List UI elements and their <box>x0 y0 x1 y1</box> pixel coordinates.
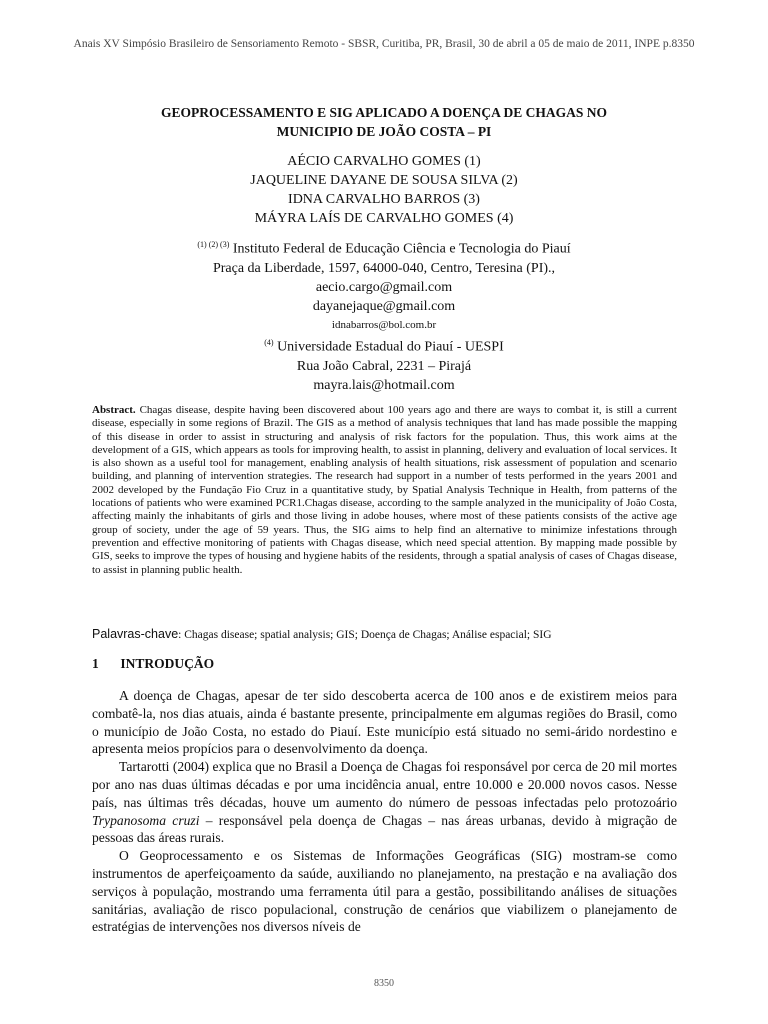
email-dayane[interactable]: dayanejaque@gmail.com <box>312 298 456 314</box>
keywords: Palavras-chave: Chagas disease; spatial analysis; GIS; Doença de Chagas; Análise espacial; SIG <box>92 627 552 641</box>
author-3: IDNA CARVALHO BARROS (3) <box>288 192 480 207</box>
paragraph-2-start: Tartarotti (2004) explica que no Brasil a Doença de Chagas foi responsável por cerca de 20 mil mortes por ano nas duas últimas décadas e por uma incidência anual, entre 10.000 e 20.000 novos casos. Nesse país, nas últimas três décadas, houve um aumento do número de pessoas infectadas pelo protozoário <box>92 759 677 810</box>
affiliation-1-address: Praça da Liberdade, 1597, 64000-040, Centro, Teresina (PI)., <box>212 260 556 276</box>
abstract-text: Chagas disease, despite having been discovered about 100 years ago and there are ways to combat it, is still a current disease, especially in some regions of Brazil. The GIS as a method of analysis techniques that land has made possible the mapping of this disease in order to assist in structuring and analysis of risk factors for the population. Thus, this work aims at the development of a GIS, which appears as tools for improving health, to assist in planning, delivery and evaluation of local services. It is also shown as a useful tool for management, enabling analysis of health situations, risk assessment of population and scenario building, and planning of intervention strategies. The research had support in a number of tests performed in the years 2001 and 2002 developed by the Fundação Fio Cruz in a quantitative study, by Spatial Analysis Technique in Health, from patterns of the locations of patients who were examined PCR1.Chagas disease, according to the sample analyzed in the municipality of João Costa, affecting mainly the inhabitants of girls and those living in adobe houses, where most of these patients consists of the active age group of society, under the age of 59 years. Thus, the SIG aims to help find an alternative to minimize infestations through prevention and effective monitoring of patients with Chagas disease, which need special attention. By mapping made possible by GIS, seeks to improve the types of housing and hygiene habits of the residents, through a spatial analysis of cases of Chagas disease, to assist in planning public health. <box>92 404 677 576</box>
page-number: 8350 <box>374 978 394 989</box>
keywords-label: Palavras-chave <box>92 627 179 641</box>
affiliation-1 <box>90 235 678 335</box>
paragraph-2-end: – responsável pela doença de Chagas – nas áreas urbanas, devido à migração de pessoas das áreas rurais. <box>92 812 677 846</box>
paper-title <box>90 103 678 141</box>
affiliation-2 <box>90 333 678 395</box>
author-2: JAQUELINE DAYANE DE SOUSA SILVA (2) <box>250 173 518 188</box>
species-name: Trypanosoma cruzi <box>92 812 200 828</box>
title-line-1: GEOPROCESSAMENTO E SIG APLICADO A DOENÇA DE CHAGAS NO <box>160 105 608 120</box>
abstract <box>92 404 677 577</box>
email-idna[interactable]: idnabarros@bol.com.br <box>331 318 437 331</box>
email-aecio[interactable]: aecio.cargo@gmail.com <box>315 279 453 295</box>
author-list <box>90 152 678 228</box>
author-1: AÉCIO CARVALHO GOMES (1) <box>287 154 481 169</box>
section-heading <box>92 656 214 672</box>
section-number: 1 <box>92 656 99 671</box>
affiliation-2-marker: (4) <box>264 338 274 347</box>
affiliation-1-institution: Instituto Federal de Educação Ciência e Tecnologia do Piauí <box>232 241 571 257</box>
email-mayra[interactable]: mayra.lais@hotmail.com <box>313 377 455 393</box>
section-title: INTRODUÇÃO <box>120 656 215 671</box>
paragraph-1: A doença de Chagas, apesar de ter sido descoberta acerca de 100 anos e de existirem meios para combatê-la, nos dias atuais, ainda é bastante presente, principalmente em algumas regiões do Brasil, como o município de João Costa, no estado do Piauí. Este município está situado no semi-árido nordestino e apresenta meios propícios para o desenvolvimento da doença. <box>92 688 677 757</box>
author-4: MÁYRA LAÍS DE CARVALHO GOMES (4) <box>254 211 514 226</box>
keywords-text: Chagas disease; spatial analysis; GIS; Doença de Chagas; Análise espacial; SIG <box>184 629 552 641</box>
running-header: Anais XV Simpósio Brasileiro de Sensoriamento Remoto - SBSR, Curitiba, PR, Brasil, 30 de abril a 05 de maio de 2011, INPE p.8350 <box>73 38 695 50</box>
paragraph-2 <box>92 758 677 847</box>
affiliation-1-marker: (1) (2) (3) <box>197 240 230 249</box>
abstract-label: Abstract. <box>92 404 136 416</box>
affiliation-2-institution: Universidade Estadual do Piauí - UESPI <box>277 339 504 355</box>
paragraph-3: O Geoprocessamento e os Sistemas de Informações Geográficas (SIG) mostram-se como instrumentos de aperfeiçoamento da saúde, auxiliando no planejamento, na prestação e na avaliação dos serviços à população, mostrando uma ferramenta útil para a gestão, possibilitando análises de situações sanitárias, avaliação de risco populacional, construção de cenários que viabilizem o planejamento de estratégias de intervenções nos diversos níveis de <box>92 848 677 935</box>
introduction-body <box>92 687 677 936</box>
affiliation-2-address: Rua João Cabral, 2231 – Pirajá <box>296 358 472 374</box>
title-line-2: MUNICIPIO DE JOÃO COSTA – PI <box>276 124 492 139</box>
